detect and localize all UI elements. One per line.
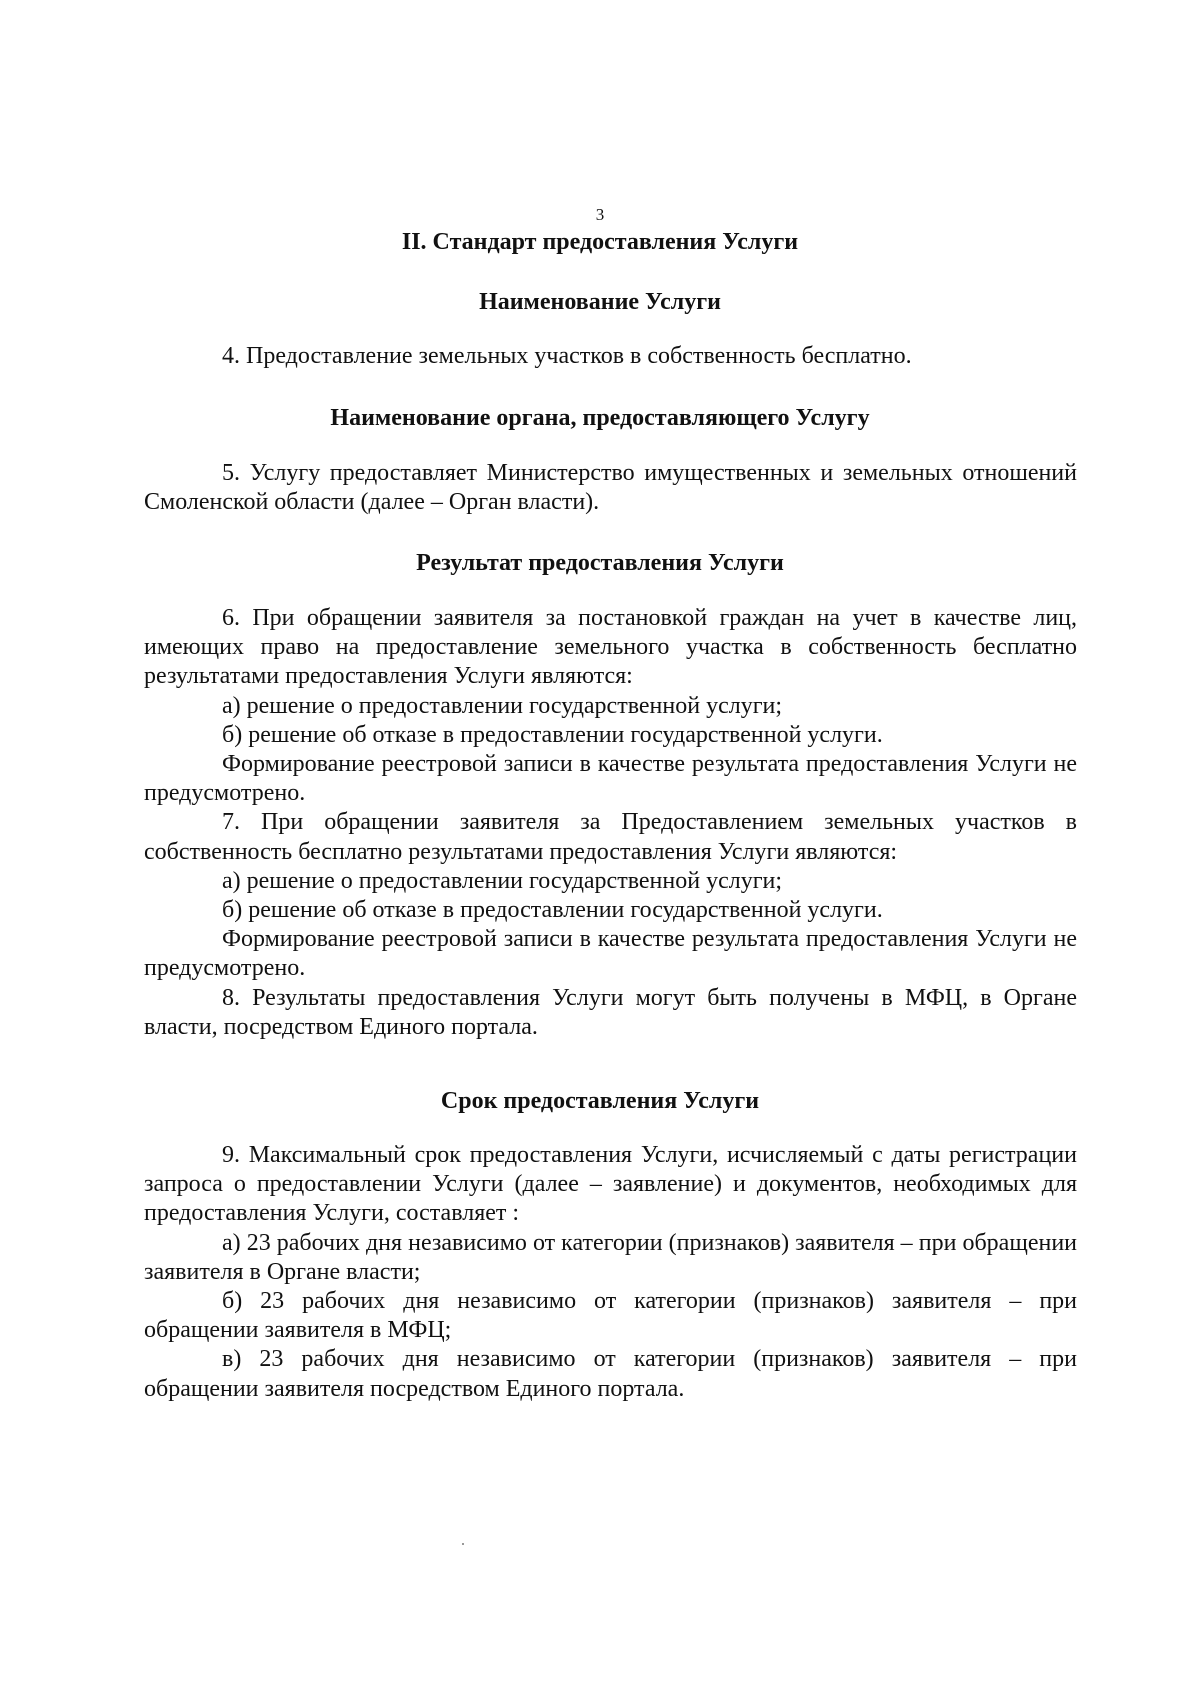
heading-term: Срок предоставления Услуги <box>440 1088 760 1114</box>
page-number: 3 <box>595 205 605 224</box>
paragraph-7: 7. При обращении заявителя за Предоставлением земельных участков в собственность бесплатно результатами предоставления Услуги являются: <box>144 809 1077 865</box>
paragraph-9a: а) 23 рабочих дня независимо от категории (признаков) заявителя – при обращении заявителя в Органе власти; <box>144 1229 1077 1285</box>
paragraph-block-9 <box>144 1141 1077 1404</box>
paragraph-block-4 <box>144 342 1077 371</box>
paragraph-9b: б) 23 рабочих дня независимо от категории (признаков) заявителя – при обращении заявителя в МФЦ; <box>144 1288 1077 1344</box>
paragraph-7b: б) решение об отказе в предоставлении государственной услуги. <box>222 897 883 924</box>
paragraph-5: 5. Услугу предоставляет Министерство имущественных и земельных отношений Смоленской области (далее – Орган власти). <box>144 460 1077 516</box>
paragraph-9: 9. Максимальный срок предоставления Услуги, исчисляемый с даты регистрации запроса о предоставлении Услуги (далее – заявление) и документов, необходимых для предоставления Услуги, составляет : <box>144 1142 1077 1227</box>
paragraph-9c: в) 23 рабочих дня независимо от категории (признаков) заявителя – при обращении заявителя посредством Единого портала. <box>144 1346 1077 1402</box>
paragraph-6c: Формирование реестровой записи в качестве результата предоставления Услуги не предусмотрено. <box>144 751 1077 807</box>
heading-organ: Наименование органа, предоставляющего Услугу <box>330 405 870 431</box>
paragraph-block-5 <box>144 459 1077 517</box>
paragraph-6b: б) решение об отказе в предоставлении государственной услуги. <box>222 721 883 748</box>
paragraph-block-6-8 <box>144 604 1077 1042</box>
paragraph-6: 6. При обращении заявителя за постановкой граждан на учет в качестве лиц, имеющих право на предоставление земельного участка в собственность бесплатно результатами предоставления Услуги являются: <box>144 605 1077 690</box>
heading-service-name: Наименование Услуги <box>479 289 721 315</box>
paragraph-4: 4. Предоставление земельных участков в собственность бесплатно. <box>222 343 912 369</box>
paragraph-7c: Формирование реестровой записи в качестве результата предоставления Услуги не предусмотрено. <box>144 926 1077 982</box>
heading-result: Результат предоставления Услуги <box>416 550 784 576</box>
scan-speck <box>462 1543 464 1545</box>
section-title: II. Стандарт предоставления Услуги <box>401 229 799 255</box>
paragraph-7a: а) решение о предоставлении государственной услуги; <box>222 867 783 894</box>
paragraph-6a: а) решение о предоставлении государственной услуги; <box>222 692 783 719</box>
paragraph-8: 8. Результаты предоставления Услуги могут быть получены в МФЦ, в Органе власти, посредством Единого портала. <box>144 984 1077 1040</box>
